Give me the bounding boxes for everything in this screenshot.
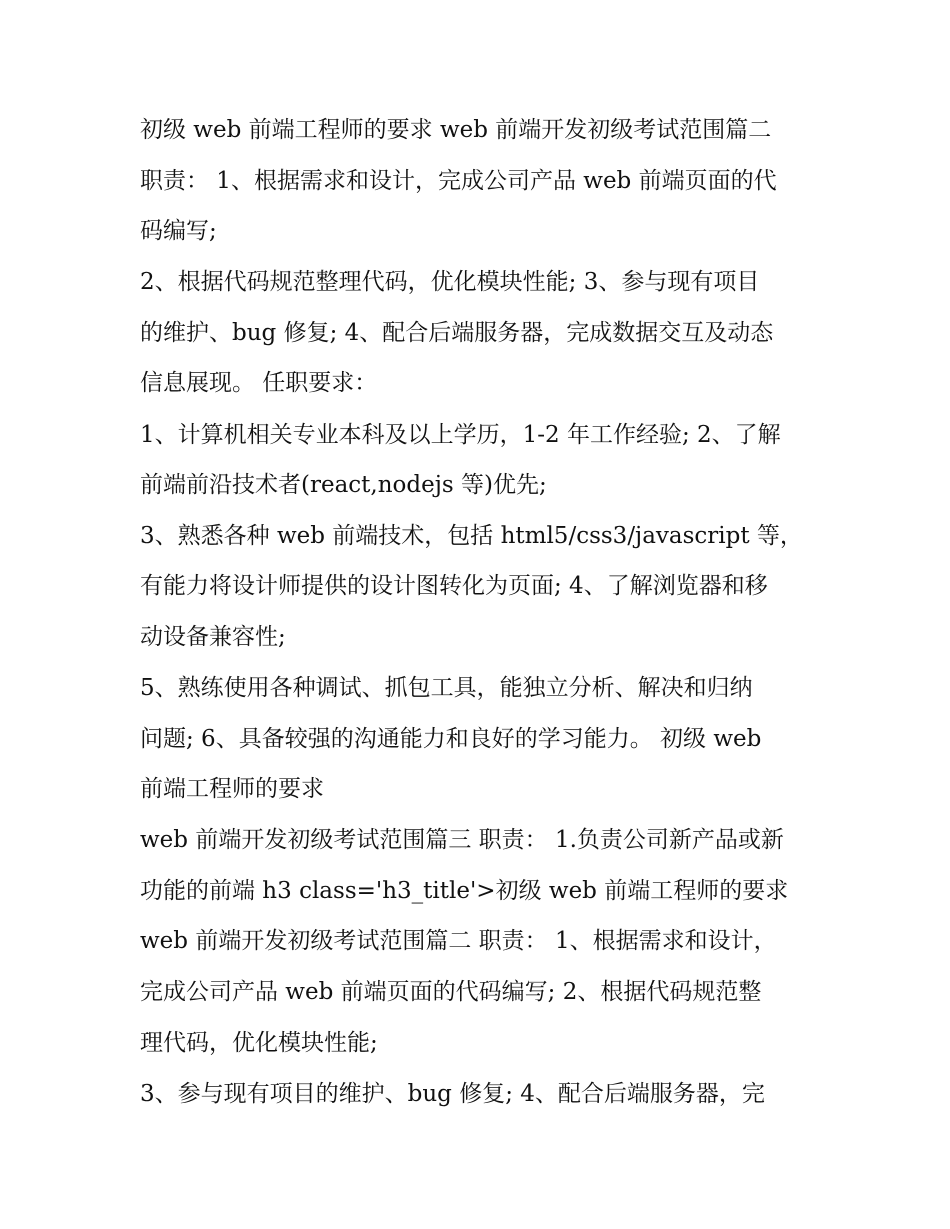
text-line: 动设备兼容性; — [140, 624, 286, 650]
text-line: 1、计算机相关专业本科及以上学历，1-2 年工作经验; 2、了解 — [140, 422, 781, 448]
text-line: 理代码，优化模块性能; — [140, 1030, 378, 1056]
text-line: 的维护、bug 修复; 4、配合后端服务器，完成数据交互及动态 — [140, 320, 774, 346]
text-line: 前端前沿技术者(react,nodejs 等)优先; — [140, 472, 547, 498]
text-line: 信息展现。 任职要求： — [140, 370, 378, 396]
text-line: 完成公司产品 web 前端页面的代码编写; 2、根据代码规范整 — [140, 979, 762, 1005]
text-line: 3、参与现有项目的维护、bug 修复; 4、配合后端服务器，完 — [140, 1081, 765, 1107]
text-line: web 前端开发初级考试范围篇三 职责： 1.负责公司新产品或新 — [140, 827, 784, 853]
text-line: 功能的前端 h3 class='h3_title'>初级 web 前端工程师的要求 — [140, 878, 789, 904]
text-line: 前端工程师的要求 — [140, 776, 324, 802]
text-line: web 前端开发初级考试范围篇二 职责： 1、根据需求和设计， — [140, 928, 777, 954]
text-line: 有能力将设计师提供的设计图转化为页面; 4、了解浏览器和移 — [140, 573, 768, 599]
text-line: 2、根据代码规范整理代码，优化模块性能; 3、参与现有项目 — [140, 269, 760, 295]
text-line: 5、熟练使用各种调试、抓包工具，能独立分析、解决和归纳 — [140, 675, 753, 701]
text-line: 问题; 6、具备较强的沟通能力和良好的学习能力。 初级 web — [140, 726, 762, 752]
text-line: 码编写; — [140, 218, 217, 244]
text-line: 初级 web 前端工程师的要求 web 前端开发初级考试范围篇二 — [140, 117, 772, 143]
text-line: 职责： 1、根据需求和设计，完成公司产品 web 前端页面的代 — [140, 168, 777, 194]
text-line: 3、熟悉各种 web 前端技术，包括 html5/css3/javascript 等， — [140, 523, 803, 549]
